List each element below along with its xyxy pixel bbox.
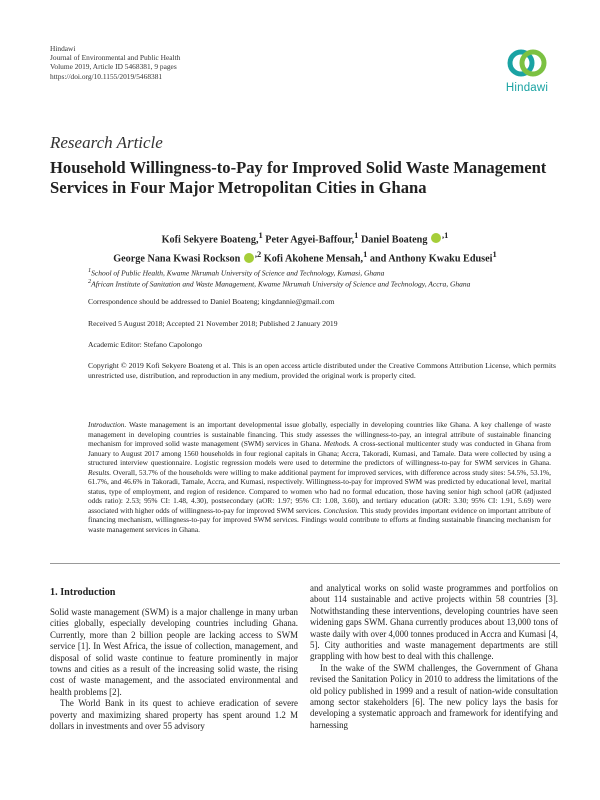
section-heading: 1. Introduction	[50, 587, 116, 598]
abstract-intro-label: Introduction.	[88, 420, 127, 429]
paragraph: The World Bank in its quest to achieve eradication of severe poverty and maximizing shared property has spent around 1.2 M dollars in investments and over 55 advisory	[50, 698, 298, 732]
correspondence: Correspondence should be addressed to Daniel Boateng; kingdannie@gmail.com	[88, 297, 335, 306]
author-affil-sup: ,1	[442, 230, 449, 240]
author-name[interactable]: and Anthony Kwaku Edusei	[369, 253, 493, 265]
affil-text: School of Public Health, Kwame Nkrumah University of Science and Technology, Kumasi, Ghana	[91, 268, 385, 278]
author-affil-sup: 1	[258, 230, 263, 240]
copyright-notice: Copyright © 2019 Kofi Sekyere Boateng et al. This is an open access article distributed under the Creative Commons Attribution License, which permits unrestricted use, distribution, and reproduction in any medium, provided the original work is properly cited.	[88, 361, 556, 380]
author-name[interactable]: Peter Agyei-Baffour,	[265, 234, 355, 246]
author-affil-sup: 1	[354, 230, 359, 240]
abstract-intro: Waste management is an important developmental issue globally, especially in developing countries like Ghana. A key challenge of waste management in developing countries is sustainable financing. This study assesses the willingness-to-pay, an integral attribute of sustainable financing mechanism for improved solid waste management (SWM) services in Ghana.	[88, 420, 551, 449]
paragraph: Solid waste management (SWM) is a major challenge in many urban cities globally, especially developing countries including Ghana. Currently, more than 2 billion people are lacking access to SWM service [1]. In West Africa, the issue of collection, management, and disposal of solid waste continue to feature prominently in major towns and cities as a result of the increasing solid waste, the rising cost of waste management, and the associated environmental and health problems [2].	[50, 607, 298, 697]
orcid-icon[interactable]	[431, 233, 441, 243]
article-type: Research Article	[50, 133, 163, 152]
doi-link[interactable]: https://doi.org/10.1155/2019/5468381	[50, 71, 163, 81]
author-name[interactable]: Kofi Sekyere Boateng,	[161, 234, 259, 246]
author-line-2	[50, 247, 560, 266]
author-affil-sup: ,2	[254, 249, 262, 260]
abstract-results-label: Results.	[88, 467, 112, 477]
author-affil-sup: 1	[363, 249, 368, 260]
abstract-results: Overall, 53.7% of the households were willing to make additional payment for improved services, with difference across study sites: 54.5%, 53.1%, 61.7%, and 46.6% in Takoradi, Tamale, Accra, and Kumasi, respectively. Willingness-to-pay for improved SWM was predicted by educational level, marital status, type of employment, and region of residence. Compared to women who had no formal education, those having senior high school (aOR (adjusted odds ratio): 2.53; 95% CI: 1.48, 4.30), postsecondary (aOR: 1.97; 95% CI: 1.08, 3.60), and tertiary education (aOR: 3.30; 95% CI: 1.91, 5.69) were associated with higher odds of willingness-to-pay for improved SWM services.	[88, 467, 551, 515]
abstract-conclusion-label: Conclusion.	[323, 505, 359, 515]
affil-text: African Institute of Sanitation and Waste Management, Kwame Nkrumah University of Science and Technology, Accra, Ghana	[91, 279, 471, 289]
paragraph: In the wake of the SWM challenges, the Government of Ghana revised the Sanitation Policy in 2010 to address the limitations of the old policy published in 1999 and a result of nation-wide consultation among sector stakeholders [6]. The new policy lays the basis for developing a systematic approach and framework for identifying and harnessing	[310, 662, 558, 730]
section-divider	[50, 563, 560, 564]
academic-editor: Academic Editor: Stefano Capolongo	[88, 340, 203, 349]
abstract-methods: A cross-sectional multicenter study was conducted in Ghana from January to August 2017 among 1560 households in four regional capitals in Ghana; Accra, Takoradi, Kumasi, and Tamale. Data were collected by using a structured interview questionnaire. Logistic regression models were used to determine the predictors of willingness-to-pay for SWM services in Ghana.	[88, 439, 551, 468]
affil-sup: 1	[88, 267, 92, 274]
body-column-left	[50, 607, 298, 732]
orcid-icon[interactable]	[244, 253, 254, 263]
hindawi-rings-icon	[507, 46, 547, 80]
hindawi-logo[interactable]	[499, 46, 555, 94]
journal-name: Journal of Environmental and Public Health	[50, 53, 181, 63]
abstract	[88, 420, 551, 535]
affiliation-2	[88, 277, 558, 289]
body-column-right	[310, 583, 558, 731]
publisher-name: Hindawi	[50, 44, 76, 53]
author-name[interactable]: Kofi Akohene Mensah,	[263, 253, 364, 265]
abstract-conclusion: This study provides important evidence on important attribute of financing mechanism, willingness-to-pay for improved SWM services. Findings would contribute to efforts at finding sustainable financing mechanism for waste management services in Ghana.	[88, 505, 551, 535]
author-list	[50, 228, 560, 267]
logo-text: Hindawi	[505, 82, 549, 94]
paragraph: and analytical works on solid waste programmes and portfolios on about 114 sustainable and active projects within 58 countries [3]. Notwithstanding these interventions, developing countries have seen widening gaps SWM. Ghana currently produces about 13,000 tons of waste daily with over 4,000 tonnes produced in Accra and Kumasi [4, 5]. City authorities and waste management departments are still grappling with how best to deal with this challenge.	[310, 583, 558, 662]
article-title: Household Willingness-to-Pay for Improved Solid Waste Management Services in Four Major Metropolitan Cities in Ghana	[50, 158, 547, 197]
affil-sup: 2	[88, 278, 92, 285]
journal-header	[50, 44, 180, 81]
author-name[interactable]: George Nana Kwasi Rockson	[113, 253, 243, 265]
author-affil-sup: 1	[492, 249, 497, 260]
publication-dates: Received 5 August 2018; Accepted 21 November 2018; Published 2 January 2019	[88, 319, 338, 328]
abstract-methods-label: Methods.	[323, 439, 351, 449]
volume-info: Volume 2019, Article ID 5468381, 9 pages	[50, 62, 177, 72]
author-name[interactable]: Daniel Boateng	[360, 234, 430, 246]
author-line-1	[50, 228, 560, 247]
